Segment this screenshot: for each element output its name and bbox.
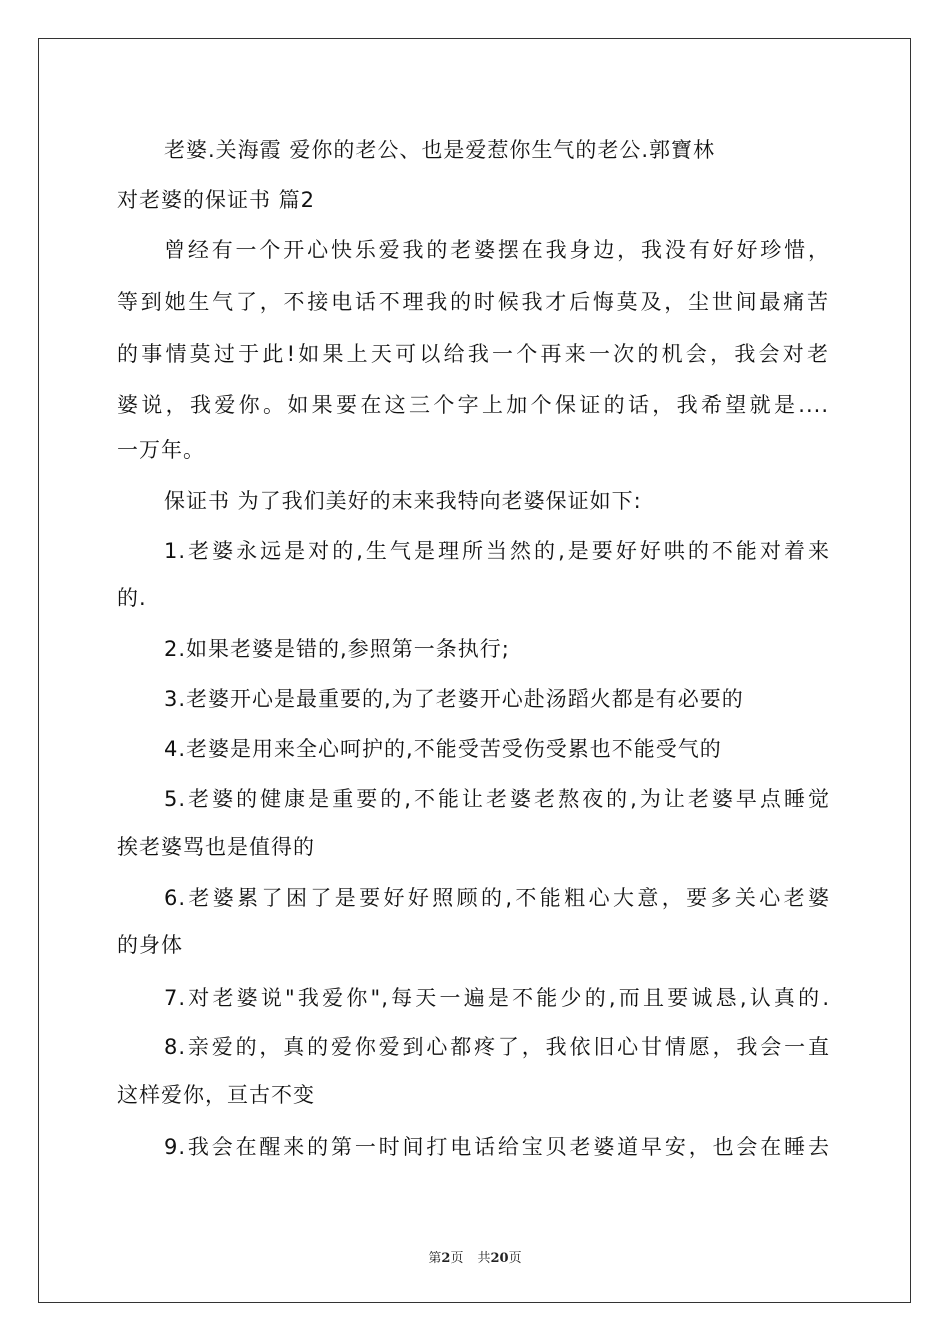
page-border <box>38 38 911 1303</box>
pledge-item: 2.如果老婆是错的,参照第一条执行; <box>164 637 510 661</box>
page-total-suffix: 页 <box>508 1251 522 1266</box>
pledge-intro: 保证书 为了我们美好的末来我特向老婆保证如下: <box>164 489 642 513</box>
pledge-item-continuation: 的身体 <box>117 933 183 957</box>
paragraph-line: 曾经有一个开心快乐爱我的老婆摆在我身边，我没有好好珍惜， <box>164 238 830 262</box>
pledge-item: 6.老婆累了困了是要好好照顾的,不能粗心大意，要多关心老婆 <box>164 886 830 910</box>
paragraph-line: 一万年。 <box>117 438 205 462</box>
pledge-item: 5.老婆的健康是重要的,不能让老婆老熬夜的,为让老婆早点睡觉 <box>164 787 830 811</box>
pledge-item: 3.老婆开心是最重要的,为了老婆开心赴汤蹈火都是有必要的 <box>164 687 744 711</box>
page-number-prefix: 第 <box>428 1251 442 1266</box>
paragraph-line: 的事情莫过于此!如果上天可以给我一个再来一次的机会，我会对老 <box>117 342 829 366</box>
page-footer <box>0 1247 950 1266</box>
pledge-item: 9.我会在醒来的第一时间打电话给宝贝老婆道早安，也会在睡去 <box>164 1135 830 1159</box>
section-heading: 对老婆的保证书 篇2 <box>117 188 316 212</box>
pledge-item-continuation: 挨老婆骂也是值得的 <box>117 835 315 859</box>
pledge-item-continuation: 的. <box>117 586 147 610</box>
pledge-item: 4.老婆是用来全心呵护的,不能受苦受伤受累也不能受气的 <box>164 737 722 761</box>
page-number-current: 2 <box>441 1251 451 1266</box>
page-total-count: 20 <box>490 1251 509 1266</box>
pledge-item-continuation: 这样爱你，亘古不变 <box>117 1083 315 1107</box>
pledge-item: 8.亲爱的，真的爱你爱到心都疼了，我依旧心甘情愿，我会一直 <box>164 1035 830 1059</box>
paragraph-line: 婆说，我爱你。如果要在这三个字上加个保证的话，我希望就是.... <box>117 393 829 417</box>
paragraph-line: 等到她生气了，不接电话不理我的时候我才后悔莫及，尘世间最痛苦 <box>117 290 829 314</box>
page-total-prefix: 共 <box>477 1251 491 1266</box>
page-number-suffix: 页 <box>450 1251 464 1266</box>
signature-line: 老婆.关海霞 爱你的老公、也是爱惹你生气的老公.郭寶林 <box>164 138 716 162</box>
pledge-item: 7.对老婆说"我爱你",每天一遍是不能少的,而且要诚恳,认真的. <box>164 986 830 1010</box>
pledge-item: 1.老婆永远是对的,生气是理所当然的,是要好好哄的不能对着来 <box>164 539 830 563</box>
